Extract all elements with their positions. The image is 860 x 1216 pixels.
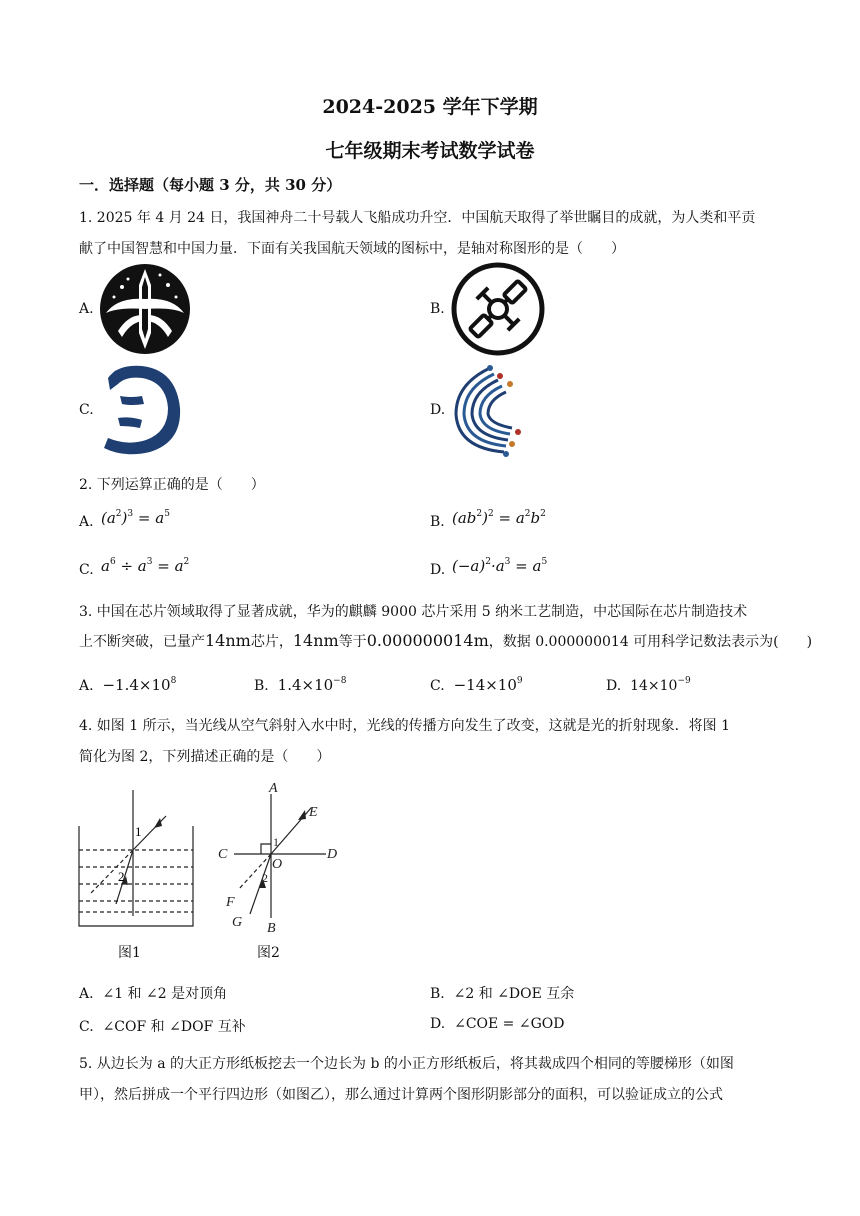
satellite-emblem-icon [450,261,546,357]
q4-line1: 4. 如图 1 所示，当光线从空气斜射入水中时，光线的传播方向发生了改变，这就是光的折射现象．将图 1 [79,718,730,734]
q3-text-c: 芯片， [250,634,293,650]
q3-option-c-label: C. [430,678,445,694]
figure-2-label-d: D [327,847,338,862]
q4-option-d-text: ∠COE = ∠GOD [454,1016,565,1032]
q3-text-g: ，数据 0.000000014 可用科学记数法表示为( ) [488,634,813,650]
figure-2-angle-1-label: 1 [273,835,279,849]
q2-stem: 2. 下列运算正确的是（ ） [79,477,265,493]
orbit-swirl-emblem-icon [450,362,538,458]
q3-option-b-label: B. [254,678,269,694]
q2-option-d-label: D. [430,562,446,578]
figure-2-label-e: E [309,805,318,820]
figure-2-label-b: B [267,921,276,934]
figure-1-angle-1-label: 1 [135,824,142,839]
q1-option-c-label: C. [79,402,94,418]
q3-line2 [79,631,812,651]
q3-option-c-value: −14×10 [453,676,517,694]
q4-option-b-label: B. [430,986,445,1002]
q3-option-b-value: 1.4×10 [277,676,334,694]
figure-2-label-g: G [232,915,243,930]
q4-option-a-label: A. [79,986,94,1002]
q4-option-c [79,1016,246,1036]
q3-value-14nm: 14nm [205,631,251,650]
q4-line2: 简化为图 2，下列描述正确的是（ ） [79,749,331,765]
exam-title-year: 2024-2025 学年下学期 [322,96,538,118]
q2-option-b-label: B. [430,514,445,530]
q2-option-b-expr: $(ab^2)^2 = a^2b^2$ [452,509,546,527]
q2-option-a-label: A. [79,514,94,530]
q1-option-b-label: B. [430,301,445,317]
q3-option-a-label: A. [79,678,94,694]
q4-option-d-label: D. [430,1016,446,1032]
q3-option-d-label: D. [606,678,622,694]
q3-option-a-exponent: 8 [170,676,177,686]
q3-option-a-value: −1.4×10 [102,676,171,694]
q4-option-d [430,1016,564,1032]
section-heading: 一．选择题（每小题 3 分，共 30 分） [79,176,342,194]
q3-text-a: 上不断突破，已量产 [79,634,205,650]
q5-line2: 甲），然后拼成一个平行四边形（如图乙），那么通过计算两个图形阴影部分的面积，可以验证成立的公式 [79,1087,723,1103]
q1-option-d-label: D. [430,402,446,418]
q2-option-c-expr: $a^6 \div a^3 = a^2$ [101,557,190,575]
q1-line1: 1. 2025 年 4 月 24 日，我国神舟二十号载人飞船成功升空．中国航天取得了举世瞩目的成就，为人类和平贡 [79,210,756,226]
figure-2-caption: 图2 [257,945,280,961]
figure-1-caption: 图1 [118,945,141,961]
figure-2-angle-2-label: 2 [262,871,268,885]
q3-option-d [606,676,691,694]
q4-option-c-text: ∠COF 和 ∠DOF 互补 [102,1019,246,1035]
q2-option-d-expr: $(-a)^2\cdot a^3 = a^5$ [452,557,548,575]
q3-value-meters: 0.000000014m [366,631,489,650]
figure-2-angle-diagram [214,778,344,934]
figure-2-label-o: O [272,857,283,872]
q5-line1: 5. 从边长为 a 的大正方形纸板挖去一个边长为 b 的小正方形纸板后，将其裁成四个相同的等腰梯形（如图 [79,1056,734,1072]
q2-option-a-expr: $(a^2)^3 = a^5$ [101,509,170,527]
q3-option-b [254,676,346,694]
q4-option-a [79,983,227,1003]
q1-line2: 献了中国智慧和中国力量．下面有关我国航天领域的图标中，是轴对称图形的是（ ） [79,241,625,257]
figure-1-angle-2-label: 2 [118,869,125,884]
figure-2-label-a: A [269,781,278,796]
q3-option-a [79,676,176,694]
q4-option-c-label: C. [79,1019,94,1035]
q3-option-b-exponent: −8 [333,676,347,686]
q4-option-a-text: ∠1 和 ∠2 是对顶角 [102,986,228,1002]
q4-option-b-text: ∠2 和 ∠DOE 互余 [453,986,575,1002]
figure-2-label-f: F [226,895,235,910]
q3-option-c-exponent: 9 [516,676,523,686]
q3-line1: 3. 中国在芯片领域取得了显著成就，华为的麒麟 9000 芯片采用 5 纳米工艺制造，中芯国际在芯片制造技术 [79,604,748,620]
exam-title-name: 七年级期末考试数学试卷 [325,140,535,162]
q1-option-a-label: A. [79,301,94,317]
figure-1-refraction-beaker [76,788,198,928]
q4-option-b [430,983,574,1003]
q3-option-c [430,676,523,694]
calligraphy-emblem-icon [98,360,184,458]
q3-value-14nm-2: 14nm [292,631,339,650]
figure-2-label-c: C [218,847,228,862]
q3-text-e: 等于 [338,634,367,650]
q2-option-c-label: C. [79,562,94,578]
q3-option-d-exponent: −9 [677,676,691,686]
q3-option-d-value: 14×10 [630,678,678,694]
rocket-emblem-icon [98,263,192,355]
